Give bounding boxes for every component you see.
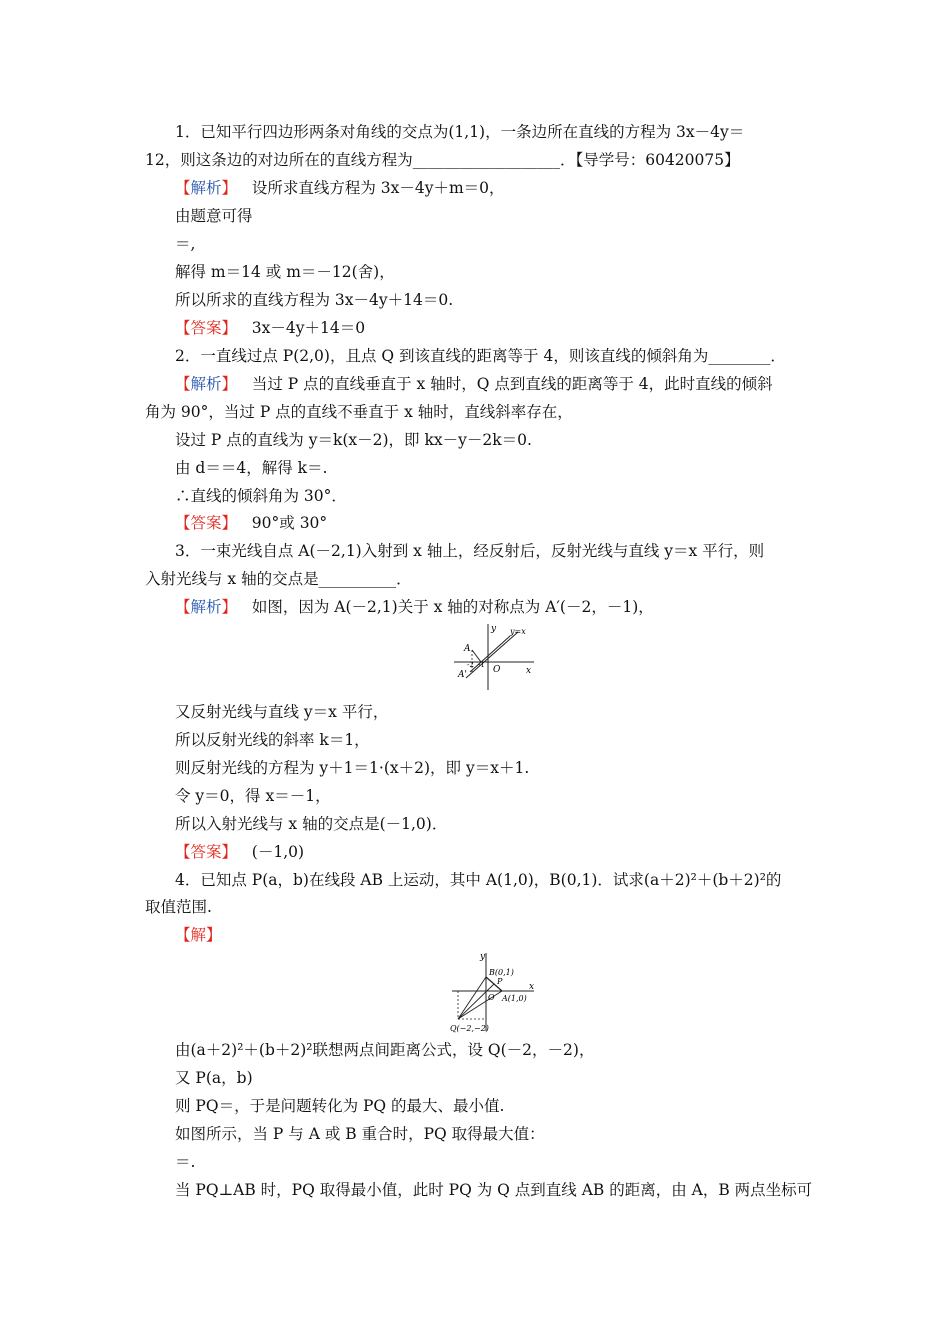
segment-qb <box>458 977 486 1019</box>
y-axis-label: y <box>491 624 497 634</box>
origin-label: O <box>493 665 501 675</box>
analysis-text: 设所求直线方程为 3x－4y＋m＝0， <box>237 179 505 197</box>
analysis-bracket-open: 【 <box>175 179 191 197</box>
answer-label: 【答案】 <box>175 843 238 861</box>
reflected-ray <box>470 636 510 672</box>
reflection-figure <box>448 620 538 692</box>
q3-answer <box>175 842 304 862</box>
q3-line-4: 又反射光线与直线 y＝x 平行， <box>175 703 389 721</box>
q1-line-5: ＝, <box>175 235 196 253</box>
q4-line-2: 取值范围. <box>145 898 212 916</box>
point-a-label: A <box>464 644 471 654</box>
analysis-label: 解析 <box>190 375 222 393</box>
solution-label: 【解】 <box>175 926 222 944</box>
q1-line-4: 由题意可得 <box>175 207 253 225</box>
answer-label: 【答案】 <box>175 514 238 532</box>
q2-analysis <box>175 374 773 394</box>
q4-line-6: 则 PQ＝，于是问题转化为 PQ 的最大、最小值. <box>175 1097 505 1115</box>
point-a-prime-label: A' <box>458 670 467 680</box>
q1-line-1: 1．已知平行四边形两条对角线的交点为(1,1)，一条边所在直线的方程为 3x－4y＝ <box>175 123 745 141</box>
q4-line-4: 由(a＋2)²＋(b＋2)²联想两点间距离公式，设 Q(－2，－2)， <box>175 1041 595 1059</box>
q1-analysis <box>175 178 505 198</box>
point-q-label: Q(−2,−2) <box>450 1024 489 1033</box>
analysis-text: 如图，因为 A(－2,1)关于 x 轴的对称点为 A′(－2，－1)， <box>237 598 654 616</box>
q4-line-5: 又 P(a，b) <box>175 1069 253 1087</box>
point-b-label: B(0,1) <box>489 968 514 977</box>
q2-line-3: 角为 90°，当过 P 点的直线不垂直于 x 轴时，直线斜率存在， <box>145 403 573 421</box>
q2-answer <box>175 513 327 533</box>
q4-line-1: 4．已知点 P(a，b)在线段 AB 上运动，其中 A(1,0)，B(0,1)．试求(a＋2)²＋(b＋2)²的 <box>175 871 782 889</box>
distance-figure <box>446 947 538 1035</box>
q3-line-1: 3．一束光线自点 A(－2,1)入射到 x 轴上，经反射后，反射光线与直线 y＝x 平行，则 <box>175 542 765 560</box>
analysis-bracket-close: 】 <box>221 598 238 616</box>
origin-label: O <box>488 993 495 1002</box>
answer-text: 3x－4y＋14＝0 <box>237 319 366 337</box>
x-axis-label: x <box>526 666 532 676</box>
q4-line-7: 如图所示，当 P 与 A 或 B 重合时，PQ 取得最大值： <box>175 1125 545 1143</box>
q2-line-1: 2．一直线过点 P(2,0)，且点 Q 到该直线的距离等于 4，则该直线的倾斜角为________． <box>175 347 786 365</box>
point-a-label: A(1,0) <box>502 994 527 1003</box>
analysis-bracket-close: 】 <box>221 179 238 197</box>
answer-label: 【答案】 <box>175 319 238 337</box>
answer-text: (－1,0) <box>237 843 305 861</box>
q2-line-4: 设过 P 点的直线为 y＝k(x－2)，即 kx－y－2k＝0. <box>175 431 532 449</box>
line-label: y=x <box>510 627 526 636</box>
q4-line-8: ＝. <box>175 1153 196 1171</box>
analysis-text: 当过 P 点的直线垂直于 x 轴时，Q 点到直线的距离等于 4，此时直线的倾斜 <box>237 375 773 393</box>
analysis-label: 解析 <box>190 179 222 197</box>
y-axis-label: y <box>480 952 486 962</box>
x-axis-label: x <box>529 982 535 992</box>
analysis-bracket-open: 【 <box>175 598 191 616</box>
tick-minus-2: -2 <box>467 661 474 669</box>
q3-line-8: 所以入射光线与 x 轴的交点是(－1,0)． <box>175 815 448 833</box>
point-p-label: P <box>497 977 503 986</box>
q3-line-6: 则反射光线的方程为 y＋1＝1·(x＋2)，即 y＝x＋1. <box>175 759 530 777</box>
analysis-bracket-open: 【 <box>175 375 191 393</box>
q1-line-2: 12，则这条边的对边所在的直线方程为___________________．【导学号：60420075】 <box>145 151 740 169</box>
q2-line-6: ∴直线的倾斜角为 30°． <box>175 487 347 505</box>
q3-analysis <box>175 597 654 617</box>
analysis-bracket-close: 】 <box>221 375 238 393</box>
q1-line-7: 所以所求的直线方程为 3x－4y＋14＝0. <box>175 291 454 309</box>
line-y-eq-x <box>466 632 518 678</box>
q2-line-5: 由 d＝＝4，解得 k＝. <box>175 459 328 477</box>
q4-solution-label <box>175 925 222 945</box>
q1-line-6: 解得 m＝14 或 m＝－12(舍)， <box>175 263 395 281</box>
q3-line-5: 所以反射光线的斜率 k＝1， <box>175 731 370 749</box>
analysis-label: 解析 <box>190 598 222 616</box>
q3-line-7: 令 y＝0，得 x＝－1， <box>175 787 331 805</box>
segment-qa <box>458 991 502 1019</box>
q1-answer <box>175 318 365 338</box>
answer-text: 90°或 30° <box>237 514 328 532</box>
tick-minus-1: -1 <box>478 661 485 669</box>
q3-line-2: 入射光线与 x 轴的交点是__________． <box>145 570 412 588</box>
q4-line-9: 当 PQ⊥AB 时，PQ 取得最小值，此时 PQ 为 Q 点到直线 AB 的距离，由 A，B 两点坐标可 <box>175 1181 813 1199</box>
